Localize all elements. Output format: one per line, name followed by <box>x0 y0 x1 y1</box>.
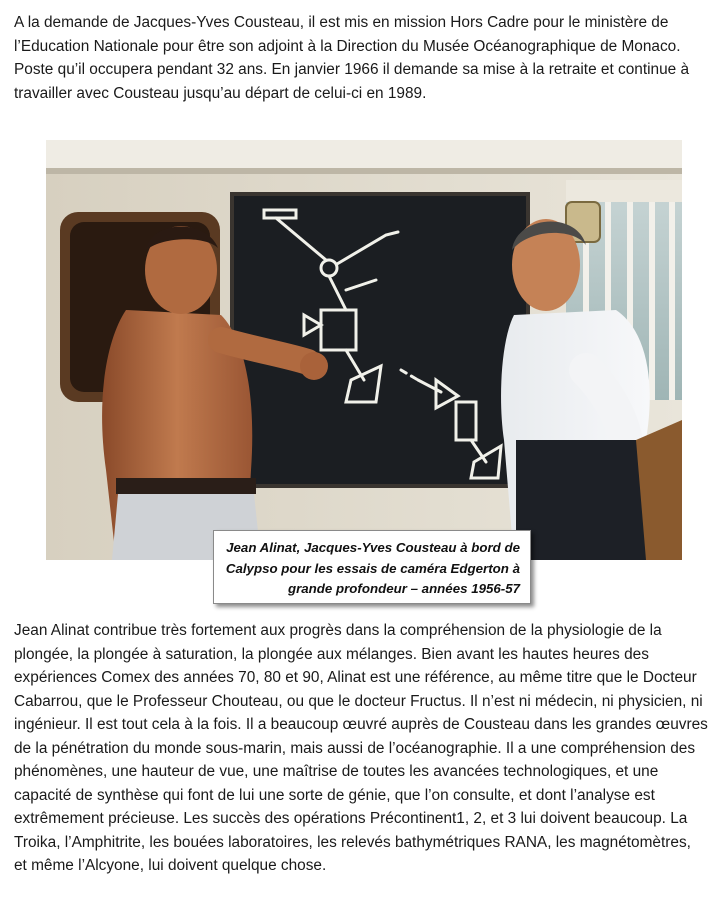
body-paragraph <box>14 619 710 878</box>
body-line: Jean Alinat contribue très fortement aux progrès dans la compréhension de la physiologie de la <box>14 622 662 639</box>
intro-paragraph <box>14 11 710 105</box>
caption-line: Calypso pour les essais de caméra Edgerton à <box>225 560 520 576</box>
caption-line: Jean Alinat, Jacques-Yves Cousteau à bord de <box>226 540 520 555</box>
body-line: plongée, la plongée à saturation, la plongée aux mélanges. Bien avant les hautes heures des <box>14 645 649 663</box>
body-line: ingénieur. Il est tout cela à la fois. Il a beaucoup œuvré auprès de Cousteau dans les grandes œuvres <box>14 716 708 733</box>
photograph-icon <box>46 140 682 560</box>
intro-line: Poste qu’il occupera pendant 32 ans. En janvier 1966 il demande sa mise à la retraite et continue à <box>14 61 690 78</box>
intro-line: A la demande de Jacques-Yves Cousteau, il est mis en mission Hors Cadre pour le ministère de <box>14 14 669 31</box>
body-line: Troika, l’Amphitrite, les bouées laboratoires, les relevés bathymétriques RANA, les magnétomètres, <box>14 833 691 851</box>
body-line: Cabarrou, que le Professeur Chouteau, ou que le docteur Fructus. Il n’est ni médecin, ni physicien, ni <box>14 692 703 710</box>
body-line: capacité de synthèse qui font de lui une sorte de génie, que l’on consulte, et dont l’analyse est <box>14 786 655 804</box>
body-line: de la pénétration du monde sous-marin, mais aussi de l’océanographie. Il a une compréhension des <box>14 739 696 757</box>
body-line: et même l’Alcyone, lui doivent quelque chose. <box>14 857 327 874</box>
intro-line: travailler avec Cousteau jusqu’au départ de celui-ci en 1989. <box>14 84 427 102</box>
intro-line: l’Education Nationale pour être son adjoint à la Direction du Musée Océanographique de Monaco. <box>14 37 681 55</box>
photograph <box>46 140 682 560</box>
photo-caption <box>213 530 531 604</box>
body-line: extrêmement précieuse. Les succès des opérations Précontinent1, 2, et 3 lui doivent beaucoup. La <box>14 810 688 827</box>
body-line: expériences Comex des années 70, 80 et 90, Alinat est une référence, au même titre que le Docteur <box>14 669 697 686</box>
body-line: phénomènes, une hauteur de vue, une maîtrise de toutes les avancées technologiques, et une <box>14 763 659 780</box>
caption-line: grande profondeur – années 1956-57 <box>287 581 520 596</box>
